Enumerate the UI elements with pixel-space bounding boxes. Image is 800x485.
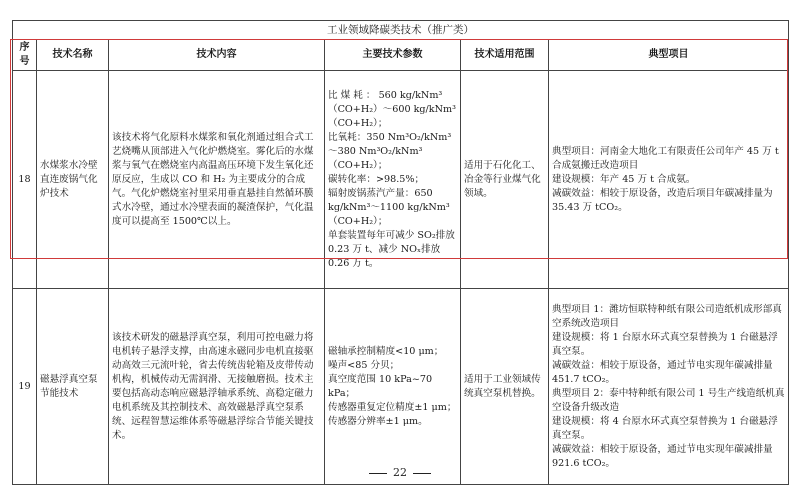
table-header-row (13, 40, 789, 71)
header-no: 序号 (13, 40, 37, 71)
project-line: 建设规模：年产 45 万 t 合成氨。 (552, 173, 696, 185)
param-line: 传感器分辨率±1 μm。 (328, 415, 428, 427)
param-line: 比 煤 耗 ： 560 kg/kNm³（CO+H₂）～600 kg/kNm³（CO+H₂）； (328, 89, 456, 129)
tech-table (12, 20, 789, 485)
tech-scope-cell: 适用于石化化工、冶金等行业煤气化领域。 (461, 71, 549, 289)
tech-scope-cell: 适用于工业领域传统真空泵机替换。 (461, 289, 549, 485)
project-line: 典型项目 2：泰中特种纸有限公司 1 号生产线造纸机真空设备升级改造 (552, 387, 785, 413)
project-cell (549, 71, 789, 289)
page-footer (0, 466, 800, 479)
project-cell (549, 289, 789, 485)
param-line: 传感器重复定位精度±1 μm； (328, 401, 457, 413)
footer-dash-right (413, 473, 431, 474)
header-scope: 技术适用范围 (461, 40, 549, 71)
header-content: 技术内容 (109, 40, 325, 71)
project-line: 典型项目：河南金大地化工有限责任公司年产 45 万 t 合成氨搬迁改造项目 (552, 145, 779, 171)
param-line: 比氧耗：350 Nm³O₂/kNm³～380 Nm³O₂/kNm³（CO+H₂）； (328, 131, 452, 171)
tech-params-cell (325, 289, 461, 485)
project-line: 减碳效益：相较于原设备，通过节电实现年碳减排量 451.7 tCO₂。 (552, 359, 773, 385)
project-line: 建设规模：将 1 台原水环式真空泵替换为 1 台磁悬浮真空泵。 (552, 331, 778, 357)
header-project: 典型项目 (549, 40, 789, 71)
tech-table-frame (12, 20, 788, 485)
tech-content-cell: 该技术将气化原料水煤浆和氧化剂通过组合式工艺烧嘴从顶部进入气化炉燃烧室。雾化后的水煤浆与氧气在燃烧室内高温高压环境下发生氧化还原反应，生成以 CO 和 H₂ 为主要成分的合成气。气化炉燃烧室衬里采用垂直悬挂自然循环膜式水冷壁，通过水冷壁表面的凝渣保护，气化温度可以提高至 1500℃以上。 (109, 71, 325, 289)
row-number: 19 (13, 289, 37, 485)
project-line: 减碳效益：相较于原设备，改造后项目年碳减排量为 35.43 万 tCO₂。 (552, 187, 773, 213)
param-line: 碳转化率：>98.5%； (328, 173, 425, 185)
table-row (13, 289, 789, 485)
tech-name-cell: 磁悬浮真空泵节能技术 (37, 289, 109, 485)
table-row (13, 71, 789, 289)
param-line: 真空度范围 10 kPa~70 kPa； (328, 373, 433, 399)
project-line: 减碳效益：相较于原设备，通过节电实现年碳减排量 921.6 tCO₂。 (552, 443, 773, 469)
header-name: 技术名称 (37, 40, 109, 71)
footer-dash-left (369, 473, 387, 474)
tech-params-cell (325, 71, 461, 289)
param-line: 噪声<85 分贝； (328, 359, 400, 371)
tech-content-cell: 该技术研发的磁悬浮真空泵，利用可控电磁力将电机转子悬浮支撑，由高速永磁同步电机直接驱动高效三元流叶轮，省去传统齿轮箱及皮带传动机构，机械传动无需润滑、无接触磨损。技术主要包括高动态响应磁悬浮轴承系统、高稳定磁力电机系统及其控制技术、高效磁悬浮真空泵系统、远程智慧运维体系等磁悬浮综合节能关键技术。 (109, 289, 325, 485)
project-line: 建设规模：将 4 台原水环式真空泵替换为 1 台磁悬浮真空泵。 (552, 415, 778, 441)
header-params: 主要技术参数 (325, 40, 461, 71)
tech-name-cell: 水煤浆水冷壁直连废锅气化炉技术 (37, 71, 109, 289)
row-number: 18 (13, 71, 37, 289)
page-number: 22 (393, 466, 407, 479)
param-line: 辐射废锅蒸汽产量：650 kg/kNm³～1100 kg/kNm³（CO+H₂）； (328, 187, 450, 227)
table-title: 工业领域降碳类技术（推广类） (13, 21, 789, 40)
param-line: 磁轴承控制精度<10 μm； (328, 345, 444, 357)
project-line: 典型项目 1：潍坊恒联特种纸有限公司造纸机成形部真空系统改造项目 (552, 303, 782, 329)
param-line: 单套装置每年可减少 SO₂排放 0.23 万 t、减少 NOₓ排放 0.26 万 t。 (328, 229, 455, 269)
